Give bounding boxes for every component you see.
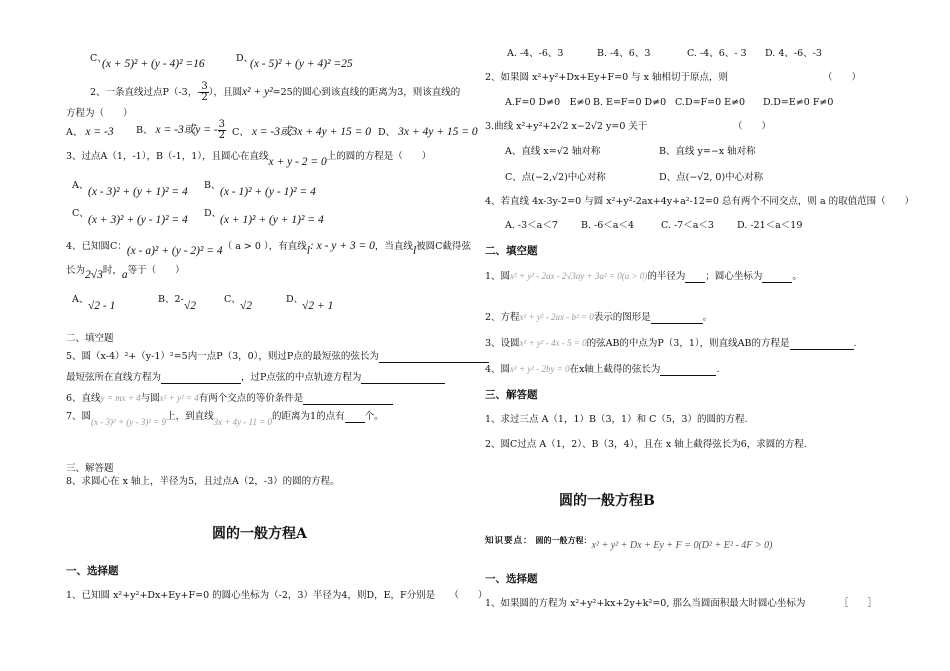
- f2-eq: x² + y² - 2ax - b² = 0: [519, 312, 594, 322]
- r3-option-a: A、直线 x=√2 轴对称: [505, 146, 601, 157]
- q4-line-symbol: l: [306, 245, 310, 257]
- r-question-3: 3.曲线 x²+y²+2√2 x−2√2 y=0 关于: [485, 121, 648, 132]
- q2-option-d: [378, 126, 478, 139]
- q4-circle-eq: (x - a)² + (y - 2)² = 4: [126, 245, 223, 257]
- q5-blank-3[interactable]: [361, 373, 445, 384]
- r1-option-c: C. -4、6、- 3: [687, 48, 747, 59]
- question-4-line-1: [66, 240, 471, 257]
- r-question-b1-paren: ［ ］: [839, 598, 878, 609]
- q4-a-symbol: a: [121, 269, 128, 281]
- q4-condition: （ a > 0 ）: [222, 241, 269, 252]
- q2-text-end: =25的圆心到该直线的距离为3，则该直线的: [272, 87, 461, 98]
- question-5-line-1: [66, 351, 489, 363]
- f2-pre: 2、方程: [485, 312, 520, 323]
- q4-option-b-label: B、2-: [158, 294, 184, 305]
- f2-end: 。: [702, 312, 713, 323]
- f4-pre: 4、圆: [485, 364, 511, 375]
- question-2-line-1: [90, 82, 460, 103]
- r1-option-b: B. -4、6、3: [597, 48, 651, 59]
- q3-line-eq: x + y - 2 = 0: [268, 156, 327, 168]
- f1-end: 。: [792, 271, 802, 282]
- q7-circle-eq: (x - 3)² + (y - 3)² = 9: [91, 417, 167, 427]
- r2-option-b: B. E=F=0 D≠0: [593, 97, 667, 108]
- f1-post: ；圆心坐标为: [705, 271, 763, 282]
- q7-blank[interactable]: [345, 412, 365, 423]
- r-fill-1: [485, 270, 802, 283]
- q2-option-b-label: B、: [136, 125, 153, 136]
- q2-option-c: [232, 126, 371, 139]
- q3-option-c-eq: (x + 3)² + (y - 1)² = 4: [88, 214, 188, 226]
- section-1-heading-a: 一、选择题: [66, 565, 119, 577]
- f1-circle-eq: x² + y² - 2ax - 2√3ay + 3a² = 0(a > 0): [510, 271, 648, 281]
- q2-option-c-label: C、: [232, 127, 249, 138]
- question-5-line-2: [66, 372, 445, 384]
- q6-circle-eq: x² + y² = 4: [159, 393, 199, 403]
- key-points-name: 圆的一般方程：: [535, 535, 592, 545]
- r1-option-d: D. 4、-6、-3: [765, 48, 822, 59]
- q3-option-b-eq: (x - 1)² + (y - 1)² = 4: [220, 186, 316, 198]
- right-column: [475, 0, 950, 671]
- r-question-4: 4、若直线 4x-3y-2=0 与圆 x²+y²-2ax+4y+a²-12=0 总有两个不同交点，则 a 的取值范围（ ）: [485, 196, 915, 207]
- question-8: 8、求圆心在 x 轴上，半径为5，且过点A（2，-3）的圆的方程。: [66, 476, 340, 487]
- r-section-3-heading: 三、解答题: [485, 389, 538, 401]
- q7-line-eq: 3x + 4y - 11 = 0: [213, 417, 273, 427]
- key-points-label: 知识要点：: [485, 536, 533, 546]
- section-3-heading: 三、解答题: [66, 463, 114, 474]
- q6-line-eq: y = mx + 4: [100, 393, 141, 403]
- q3-option-a-label: A、: [72, 180, 89, 191]
- f3-blank[interactable]: [790, 339, 854, 350]
- q7-post: 的距离为1的点有: [272, 411, 345, 422]
- f4-eq: x² + y² - 2by = 0: [510, 364, 570, 374]
- question-4-line-2: [66, 264, 185, 281]
- q3-option-a-eq: (x - 3)² + (y + 1)² = 4: [88, 186, 188, 198]
- q5-blank-1[interactable]: [379, 352, 489, 363]
- q3-option-c-label: C、: [72, 208, 89, 219]
- f4-end: .: [716, 364, 720, 375]
- question-2-line-2: 方程为（ ）: [66, 108, 133, 119]
- q4-option-c-eq: √2: [240, 300, 253, 312]
- q5-text: 5、圆（x-4）²+（y-1）²=5内一点P（3，0），则过P点的最短弦的弦长为: [66, 351, 379, 362]
- q2-option-b-eq: x = -3或y = -: [155, 124, 218, 136]
- q4-option-d-eq: √2 + 1: [302, 300, 334, 312]
- q2-text-start: 2、一条直线过点P（-3，-: [90, 87, 201, 98]
- q1-option-c-label: C、: [90, 53, 107, 64]
- r-section-1-heading-b: 一、选择题: [485, 573, 538, 585]
- q2-option-b-num: 3: [218, 119, 226, 130]
- r4-option-b: B. -6＜a＜4: [581, 220, 634, 231]
- f2-post: 表示的图形是: [593, 312, 651, 323]
- r1-option-a: A. -4、-6、3: [507, 48, 564, 59]
- r-fill-4: [485, 363, 719, 376]
- q3-option-d-label: D、: [204, 208, 222, 219]
- q2-fraction-num: 3: [201, 81, 208, 92]
- f3-post: 的弦AB的中点为P（3，1），则直线AB的方程是: [586, 338, 790, 349]
- question-7: [66, 410, 384, 427]
- r-question-2-paren: （ ）: [823, 72, 862, 83]
- f1-blank-center[interactable]: [762, 272, 792, 283]
- q2-option-b-fraction: [218, 120, 226, 141]
- q4-line-eq: : x - y + 3 = 0: [309, 240, 375, 252]
- f3-end: .: [853, 338, 857, 349]
- q4-text-mid: ，有直线: [268, 241, 307, 252]
- r3-option-d: D、点(−√2, 0)中心对称: [659, 172, 764, 183]
- f4-blank[interactable]: [660, 365, 716, 376]
- q6-mid: 与圆: [140, 393, 160, 404]
- r2-option-d: D.D=E≠0 F≠0: [763, 97, 834, 108]
- q2-circle-eq: x² + y²: [242, 86, 273, 98]
- q4-option-c-label: C、: [224, 294, 241, 305]
- question-3: [66, 150, 432, 168]
- q2-option-a-label: A、: [66, 127, 83, 138]
- f3-eq: x² + y² - 4x - 5 = 0: [519, 338, 587, 348]
- r-fill-2: [485, 311, 712, 324]
- q1-option-d-equation: (x - 5)² + (y + 4)² =25: [250, 58, 353, 70]
- q2-option-d-eq: 3x + 4y + 15 = 0: [398, 126, 478, 138]
- q2-option-c-eq: x = -3或3x + 4y + 15 = 0: [251, 126, 371, 138]
- q2-fraction: [200, 82, 208, 103]
- title-general-equation-b: 圆的一般方程B: [559, 493, 655, 509]
- q6-post: 有两个交点的等价条件是: [198, 393, 304, 404]
- r4-option-d: D. -21＜a＜19: [737, 220, 803, 231]
- q4-text-start: 4、已知圆C：: [66, 241, 127, 252]
- q4-text-post: ，当直线: [374, 241, 413, 252]
- q2-option-a-eq: x = -3: [85, 126, 114, 138]
- r-question-b1: 1、如果圆的方程为 x²+y²+kx+2y+k²=0, 那么当圆面积最大时圆心坐标为: [485, 598, 806, 609]
- r-section-2-heading: 二、填空题: [485, 245, 538, 257]
- r4-option-a: A. -3＜a＜7: [505, 220, 558, 231]
- f1-pre: 1、圆: [485, 271, 511, 282]
- f4-post: 在x轴上截得的弦长为: [569, 364, 661, 375]
- q5-line2-mid: ，过P点弦的中点轨迹方程为: [241, 372, 362, 383]
- q6-pre: 6、直线: [66, 393, 101, 404]
- f3-pre: 3、设圆: [485, 338, 520, 349]
- q4-chord-pre: 长为: [66, 265, 86, 276]
- q4-text-end: 被圆C截得弦: [416, 241, 471, 252]
- q7-mid: 上，到直线: [166, 411, 214, 422]
- r-solve-2: 2、圆C过点 A（1，2）、B（3，4），且在 x 轴上截得弦长为6，求圆的方程.: [485, 439, 807, 450]
- q1-option-c-equation: (x + 5)² + (y - 4)² =16: [102, 58, 205, 70]
- q3-option-d-eq: (x + 1)² + (y + 1)² = 4: [220, 214, 324, 226]
- r-solve-1: 1、求过三点 A（1，1）B（3，1）和 C（5，3）的圆的方程.: [485, 414, 748, 425]
- q3-option-b-label: B、: [204, 180, 221, 191]
- q4-option-a-label: A、: [72, 294, 89, 305]
- q2-option-b: [136, 120, 226, 141]
- q2-option-b-den: 2: [218, 130, 226, 141]
- f2-blank[interactable]: [651, 313, 703, 324]
- r3-option-c: C、点(−2,√2)中心对称: [505, 172, 606, 183]
- q4-chord-end: 等于（ ）: [127, 265, 185, 276]
- q2-text-mid: ），且圆: [208, 87, 243, 98]
- r-question-2: 2、如果圆 x²+y²+Dx+Ey+F=0 与 x 轴相切于原点，则: [485, 72, 729, 83]
- q5-blank-2[interactable]: [161, 373, 241, 384]
- q7-end: 个。: [364, 411, 384, 422]
- r2-option-a: A.F=0 D≠0 E≠0: [505, 97, 591, 108]
- key-points-equation: x² + y² + Dx + Ey + F = 0(D² + E² - 4F > 0): [591, 540, 773, 551]
- q4-option-b-eq: √2: [184, 300, 197, 312]
- q4-option-a-eq: √2 - 1: [88, 300, 116, 312]
- section-2-heading: 二、填空题: [66, 333, 114, 344]
- f1-mid: 的半径为: [647, 271, 686, 282]
- f1-blank-radius[interactable]: [685, 272, 705, 283]
- q6-blank[interactable]: [303, 394, 393, 405]
- r2-option-c: C.D=F=0 E≠0: [675, 97, 746, 108]
- q4-chord-mid: 时，: [102, 265, 122, 276]
- r4-option-c: C. -7＜a＜3: [661, 220, 714, 231]
- question-6: [66, 392, 393, 405]
- q2-fraction-den: 2: [201, 92, 208, 103]
- key-points: [485, 534, 773, 551]
- q5-line2-pre: 最短弦所在直线方程为: [66, 372, 162, 383]
- q3-text-start: 3、过点A（1，-1），B（-1，1），且圆心在直线: [66, 151, 269, 162]
- title-general-equation-a: 圆的一般方程A: [212, 526, 307, 542]
- q2-options: [66, 126, 114, 139]
- r-question-3-paren: （ ）: [733, 121, 772, 132]
- question-a1: 1、已知圆 x²+y²+Dx+Ey+F=0 的圆心坐标为（-2，3）半径为4，则D，E，F分别是 （ ）: [66, 590, 488, 601]
- q7-pre: 7、圆: [66, 411, 92, 422]
- q4-line-symbol-2: l: [412, 245, 417, 257]
- q1-option-d-label-text: D、: [236, 53, 254, 64]
- q4-chord-value: 2√3: [85, 269, 103, 281]
- r-fill-3: [485, 337, 857, 350]
- q3-text-end: 上的圆的方程是（ ）: [326, 151, 432, 162]
- r3-option-b: B、直线 y=−x 轴对称: [659, 146, 756, 157]
- q2-option-d-label: D、: [378, 127, 396, 138]
- q4-option-d-label: D、: [286, 294, 304, 305]
